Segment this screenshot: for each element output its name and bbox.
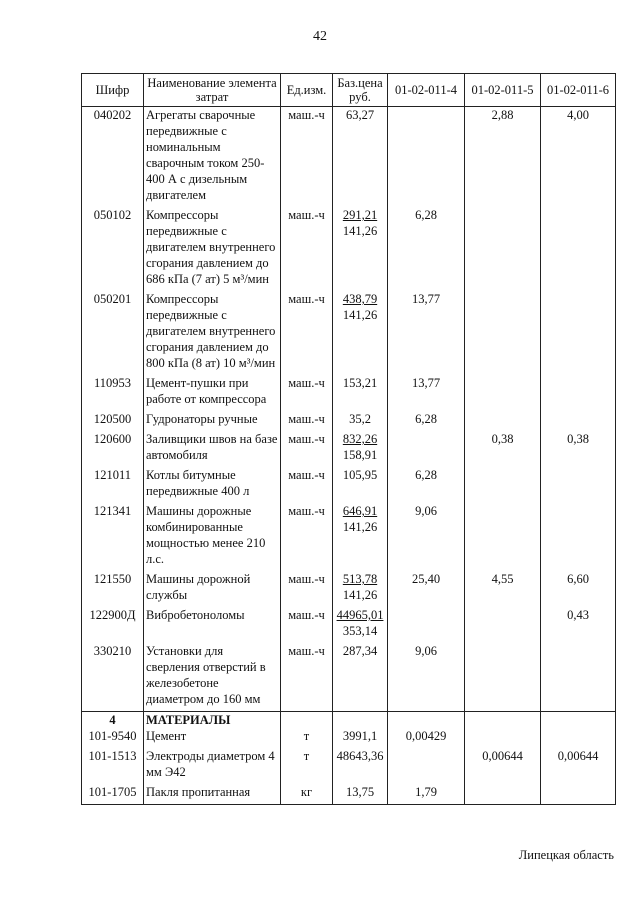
row-name: Компрессоры передвижные с двигателем внутреннего сгорания давлением до 686 кПа (7 ат) 5 м³/мин bbox=[144, 207, 281, 291]
row-value-col6 bbox=[541, 411, 616, 431]
row-name: Агрегаты сварочные передвижные с номинальным сварочным током 250-400 А с дизельным двигателем bbox=[144, 107, 281, 208]
row-value-col5 bbox=[465, 375, 541, 411]
price-total: 291,21 bbox=[342, 208, 378, 222]
page-number: 42 bbox=[313, 29, 327, 44]
row-value-col6 bbox=[541, 467, 616, 503]
header-code: Шифр bbox=[82, 74, 144, 107]
footer-region: Липецкая область bbox=[518, 848, 614, 862]
table-row bbox=[82, 411, 616, 431]
row-price bbox=[333, 607, 388, 643]
table-row bbox=[82, 375, 616, 411]
price-total: 13,75 bbox=[345, 785, 375, 799]
row-price bbox=[333, 503, 388, 571]
row-unit: маш.-ч bbox=[281, 571, 333, 607]
table-row bbox=[82, 207, 616, 291]
row-code: 330210 bbox=[82, 643, 144, 712]
row-code: 050201 bbox=[82, 291, 144, 375]
price-total: 63,27 bbox=[345, 108, 375, 122]
row-value-col4: 6,28 bbox=[388, 207, 465, 291]
header-name: Наименование элемента затрат bbox=[144, 74, 281, 107]
row-name: Котлы битумные передвижные 400 л bbox=[144, 467, 281, 503]
row-value-col5: 4,55 bbox=[465, 571, 541, 607]
row-code: 101-1513 bbox=[82, 748, 144, 784]
row-code: 120500 bbox=[82, 411, 144, 431]
price-wage: 141,26 bbox=[342, 520, 378, 534]
row-price bbox=[333, 784, 388, 805]
row-value-col5: 0,00644 bbox=[465, 748, 541, 784]
row-value-col5 bbox=[465, 728, 541, 748]
price-wage: 141,26 bbox=[342, 224, 378, 238]
table-row bbox=[82, 431, 616, 467]
header-price: Баз.цена руб. bbox=[333, 74, 388, 107]
row-value-col4: 13,77 bbox=[388, 291, 465, 375]
row-value-col6 bbox=[541, 643, 616, 712]
table-row bbox=[82, 467, 616, 503]
row-unit: т bbox=[281, 728, 333, 748]
section-row-materials bbox=[82, 712, 616, 729]
row-value-col4: 6,28 bbox=[388, 467, 465, 503]
row-code: 120600 bbox=[82, 431, 144, 467]
row-code: 050102 bbox=[82, 207, 144, 291]
row-code: 121550 bbox=[82, 571, 144, 607]
row-name: Пакля пропитанная bbox=[144, 784, 281, 805]
row-value-col4 bbox=[388, 748, 465, 784]
price-wage: 141,26 bbox=[342, 588, 378, 602]
row-code: 122900Д bbox=[82, 607, 144, 643]
row-unit: маш.-ч bbox=[281, 643, 333, 712]
section-empty-cell bbox=[281, 712, 333, 729]
row-code: 121341 bbox=[82, 503, 144, 571]
row-value-col4: 13,77 bbox=[388, 375, 465, 411]
row-unit: т bbox=[281, 748, 333, 784]
row-price bbox=[333, 467, 388, 503]
row-value-col4: 9,06 bbox=[388, 643, 465, 712]
row-name: Установки для сверления отверстий в железобетоне диаметром до 160 мм bbox=[144, 643, 281, 712]
price-total: 44965,01 bbox=[336, 608, 384, 622]
row-code: 101-1705 bbox=[82, 784, 144, 805]
row-price bbox=[333, 431, 388, 467]
table-row bbox=[82, 503, 616, 571]
section-empty-cell bbox=[388, 712, 465, 729]
row-value-col4 bbox=[388, 431, 465, 467]
row-price bbox=[333, 375, 388, 411]
row-unit: маш.-ч bbox=[281, 607, 333, 643]
row-name: Машины дорожные комбинированные мощностью менее 210 л.с. bbox=[144, 503, 281, 571]
row-price bbox=[333, 571, 388, 607]
table-row bbox=[82, 107, 616, 208]
row-code: 040202 bbox=[82, 107, 144, 208]
row-value-col4: 6,28 bbox=[388, 411, 465, 431]
row-unit: кг bbox=[281, 784, 333, 805]
price-wage: 141,26 bbox=[342, 308, 378, 322]
row-name: Заливщики швов на базе автомобиля bbox=[144, 431, 281, 467]
row-name: Цемент-пушки при работе от компрессора bbox=[144, 375, 281, 411]
row-value-col5 bbox=[465, 643, 541, 712]
row-value-col5: 0,38 bbox=[465, 431, 541, 467]
price-wage: 353,14 bbox=[342, 624, 378, 638]
row-value-col5 bbox=[465, 784, 541, 805]
row-value-col5 bbox=[465, 207, 541, 291]
row-value-col4 bbox=[388, 607, 465, 643]
row-value-col4 bbox=[388, 107, 465, 208]
table-row bbox=[82, 748, 616, 784]
row-unit: маш.-ч bbox=[281, 503, 333, 571]
row-unit: маш.-ч bbox=[281, 207, 333, 291]
row-price bbox=[333, 748, 388, 784]
table-row bbox=[82, 784, 616, 805]
row-value-col6: 0,00644 bbox=[541, 748, 616, 784]
row-code: 121011 bbox=[82, 467, 144, 503]
row-value-col6: 0,38 bbox=[541, 431, 616, 467]
row-value-col4: 9,06 bbox=[388, 503, 465, 571]
row-value-col4: 1,79 bbox=[388, 784, 465, 805]
table-header-row bbox=[82, 74, 616, 107]
row-name: Машины дорожной службы bbox=[144, 571, 281, 607]
row-value-col4: 25,40 bbox=[388, 571, 465, 607]
row-unit: маш.-ч bbox=[281, 467, 333, 503]
table-row bbox=[82, 643, 616, 712]
row-name: Гудронаторы ручные bbox=[144, 411, 281, 431]
row-code: 110953 bbox=[82, 375, 144, 411]
cost-elements-table bbox=[81, 73, 616, 805]
row-price bbox=[333, 411, 388, 431]
header-unit: Ед.изм. bbox=[281, 74, 333, 107]
row-name: Электроды диаметром 4 мм Э42 bbox=[144, 748, 281, 784]
row-price bbox=[333, 107, 388, 208]
row-value-col6: 6,60 bbox=[541, 571, 616, 607]
table-row bbox=[82, 571, 616, 607]
row-value-col6: 4,00 bbox=[541, 107, 616, 208]
price-total: 287,34 bbox=[342, 644, 378, 658]
price-wage: 158,91 bbox=[342, 448, 378, 462]
header-col6: 01-02-011-6 bbox=[541, 74, 616, 107]
row-price bbox=[333, 291, 388, 375]
row-value-col4: 0,00429 bbox=[388, 728, 465, 748]
section-empty-cell bbox=[465, 712, 541, 729]
price-total: 35,2 bbox=[349, 412, 371, 426]
row-unit: маш.-ч bbox=[281, 375, 333, 411]
row-unit: маш.-ч bbox=[281, 291, 333, 375]
price-total: 646,91 bbox=[342, 504, 378, 518]
price-total: 153,21 bbox=[342, 376, 378, 390]
row-value-col6 bbox=[541, 503, 616, 571]
row-price bbox=[333, 728, 388, 748]
header-col4: 01-02-011-4 bbox=[388, 74, 465, 107]
row-code: 101-9540 bbox=[82, 728, 144, 748]
row-unit: маш.-ч bbox=[281, 107, 333, 208]
section-title: МАТЕРИАЛЫ bbox=[144, 712, 281, 729]
row-name: Цемент bbox=[144, 728, 281, 748]
row-value-col5 bbox=[465, 411, 541, 431]
row-value-col5 bbox=[465, 467, 541, 503]
row-value-col6 bbox=[541, 375, 616, 411]
table-row bbox=[82, 291, 616, 375]
price-total: 3991,1 bbox=[342, 729, 378, 743]
section-empty-cell bbox=[541, 712, 616, 729]
row-name: Компрессоры передвижные с двигателем внутреннего сгорания давлением до 800 кПа (8 ат) 10 м³/мин bbox=[144, 291, 281, 375]
row-value-col6 bbox=[541, 207, 616, 291]
price-total: 48643,36 bbox=[336, 749, 384, 763]
section-empty-cell bbox=[333, 712, 388, 729]
table-row bbox=[82, 728, 616, 748]
price-total: 438,79 bbox=[342, 292, 378, 306]
row-value-col5 bbox=[465, 607, 541, 643]
table-row bbox=[82, 607, 616, 643]
row-value-col5: 2,88 bbox=[465, 107, 541, 208]
price-total: 832,26 bbox=[342, 432, 378, 446]
price-total: 105,95 bbox=[342, 468, 378, 482]
row-unit: маш.-ч bbox=[281, 431, 333, 467]
price-total: 513,78 bbox=[342, 572, 378, 586]
row-price bbox=[333, 643, 388, 712]
row-value-col6 bbox=[541, 291, 616, 375]
section-code: 4 bbox=[82, 712, 144, 729]
row-name: Вибробетоноломы bbox=[144, 607, 281, 643]
row-value-col6 bbox=[541, 784, 616, 805]
header-col5: 01-02-011-5 bbox=[465, 74, 541, 107]
row-price bbox=[333, 207, 388, 291]
row-unit: маш.-ч bbox=[281, 411, 333, 431]
row-value-col5 bbox=[465, 291, 541, 375]
row-value-col6: 0,43 bbox=[541, 607, 616, 643]
row-value-col6 bbox=[541, 728, 616, 748]
row-value-col5 bbox=[465, 503, 541, 571]
